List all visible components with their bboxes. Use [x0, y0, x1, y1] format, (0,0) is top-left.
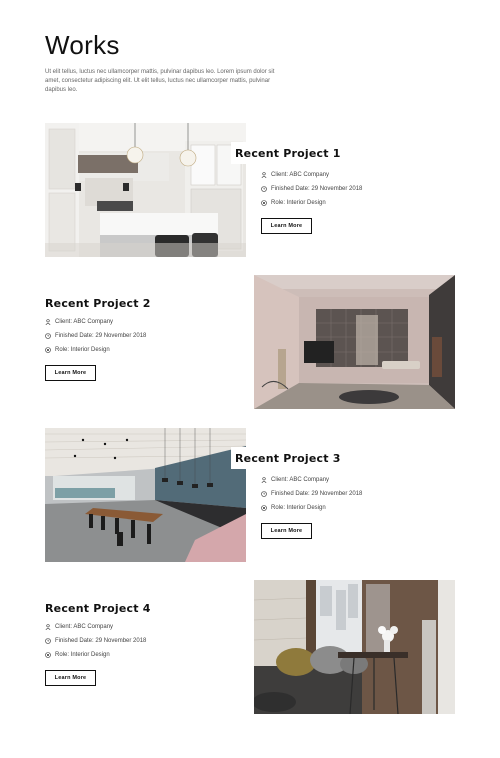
project-client: Client: ABC Company	[261, 168, 431, 182]
project-date: Finished Date: 29 November 2018	[261, 487, 431, 501]
page-title: Works	[45, 30, 120, 60]
learn-more-button[interactable]: Learn More	[45, 365, 96, 381]
project-title: Recent Project 2	[45, 297, 151, 310]
project-info-4	[45, 602, 245, 686]
project-title: Recent Project 3	[231, 447, 345, 469]
project-role: Role: Interior Design	[261, 196, 431, 210]
project-info-2	[45, 297, 245, 381]
intro-text: Ut elit tellus, luctus nec ullamcorper mattis, pulvinar dapibus leo. Lorem ipsum dolor sit amet, consectetur adipiscing elit. Ut elit tellus, luctus nec ullamcorper mattis, pulvinar dapibus leo.	[45, 69, 275, 93]
project-role: Role: Interior Design	[45, 343, 245, 357]
project-client: Client: ABC Company	[45, 315, 245, 329]
project-client: Client: ABC Company	[45, 620, 245, 634]
project-card-4	[0, 580, 500, 715]
project-info-1	[231, 142, 431, 234]
user-icon	[261, 172, 267, 178]
project-card-1	[0, 123, 500, 258]
learn-more-button[interactable]: Learn More	[45, 670, 96, 686]
project-info-3	[231, 447, 431, 539]
learn-more-button[interactable]: Learn More	[261, 218, 312, 234]
project-date: Finished Date: 29 November 2018	[45, 634, 245, 648]
project-image-kitchen	[45, 123, 246, 257]
user-icon	[261, 477, 267, 483]
project-image-lounge	[254, 580, 455, 714]
clock-icon	[261, 186, 267, 192]
project-client: Client: ABC Company	[261, 473, 431, 487]
learn-more-button[interactable]: Learn More	[261, 523, 312, 539]
project-card-3	[0, 428, 500, 563]
user-icon	[45, 319, 51, 325]
project-image-dining	[45, 428, 246, 562]
project-date: Finished Date: 29 November 2018	[261, 182, 431, 196]
project-date: Finished Date: 29 November 2018	[45, 329, 245, 343]
target-icon	[261, 200, 267, 206]
clock-icon	[261, 491, 267, 497]
user-icon	[45, 624, 51, 630]
clock-icon	[45, 638, 51, 644]
project-card-2	[0, 275, 500, 410]
project-title: Recent Project 4	[45, 602, 151, 615]
project-role: Role: Interior Design	[45, 648, 245, 662]
project-role: Role: Interior Design	[261, 501, 431, 515]
target-icon	[45, 347, 51, 353]
clock-icon	[45, 333, 51, 339]
target-icon	[261, 505, 267, 511]
project-image-living-room	[254, 275, 455, 409]
project-title: Recent Project 1	[231, 142, 345, 164]
target-icon	[45, 652, 51, 658]
